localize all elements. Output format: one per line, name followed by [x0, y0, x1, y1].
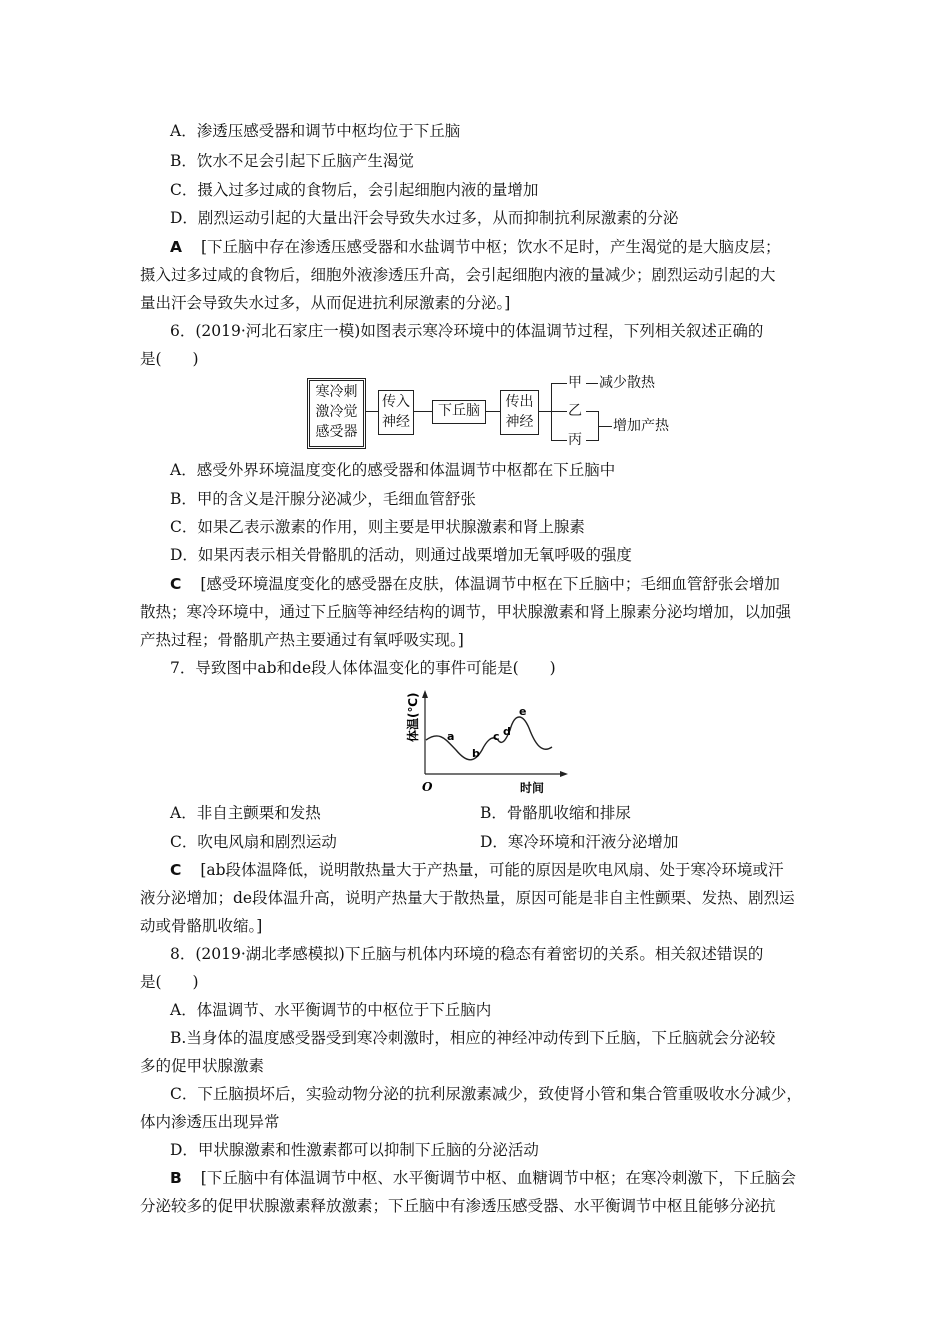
cold-receptor-box-line-1: 寒冷刺: [315, 384, 358, 400]
q5-explanation-line-2: 摄入过多过咸的食物后，细胞外液渗透压升高，会引起细胞内液的量减少；剧烈运动引起的大: [140, 266, 776, 284]
q8-explanation-line-1: [下丘脑中有体温调节中枢、水平衡调节中枢、血糖调节中枢；在寒冷刺激下，下丘脑会: [200, 1169, 796, 1187]
point-a-label: a: [447, 730, 455, 743]
bing-label: 丙: [568, 432, 582, 448]
q6-stem-line-2: 是( ): [140, 350, 199, 368]
increase-heat-production-label: 增加产热: [613, 418, 669, 434]
q5-option-a: A．渗透压感受器和调节中枢均位于下丘脑: [170, 122, 461, 140]
q6-explanation-line-1: [感受环境温度变化的感受器在皮肤，体温调节中枢在下丘脑中；毛细血管舒张会增加: [200, 575, 780, 593]
q6-option-b: B．甲的含义是汗腺分泌减少，毛细血管舒张: [170, 490, 476, 508]
connector-line: [538, 411, 551, 412]
branch-line: [586, 383, 598, 384]
hypothalamus-box-label: 下丘脑: [438, 403, 480, 419]
q8-option-d: D．甲状腺激素和性激素都可以抑制下丘脑的分泌活动: [170, 1141, 539, 1159]
q6-explanation-line-2: 散热；寒冷环境中，通过下丘脑等神经结构的调节，甲状腺激素和肾上腺素分泌均增加，以加强: [140, 603, 792, 621]
q6-answer-letter: C: [170, 575, 182, 593]
q8-answer: [170, 1168, 796, 1188]
q5-option-d: D．剧烈运动引起的大量出汗会导致失水过多，从而抑制抗利尿激素的分泌: [170, 209, 679, 227]
jia-label: 甲: [568, 375, 582, 391]
q8-stem-line-2: 是( ): [140, 973, 199, 991]
q5-answer: [170, 237, 781, 257]
q7-explanation-line-3: 动或骨骼肌收缩。]: [140, 917, 263, 935]
branch-line: [551, 383, 567, 384]
connector-line: [485, 411, 500, 412]
hypothalamus-box: [432, 400, 486, 424]
reduce-heat-loss-label: 减少散热: [599, 375, 655, 391]
point-e-label: e: [519, 705, 527, 718]
cold-receptor-box-line-2: 激冷觉: [315, 404, 358, 420]
q5-option-b: B．饮水不足会引起下丘脑产生渴觉: [170, 152, 414, 170]
origin-label: O: [422, 780, 433, 794]
q7-answer: [170, 860, 784, 880]
q7-answer-letter: C: [170, 861, 182, 879]
q8-option-b-line-2: 多的促甲状腺激素: [140, 1057, 265, 1075]
y-axis-label: 体温(℃): [406, 692, 420, 742]
yi-label: 乙: [568, 403, 582, 419]
q8-stem-line-1: 8．(2019·湖北孝感模拟)下丘脑与机体内环境的稳态有着密切的关系。相关叙述错误的: [170, 945, 764, 963]
connector-line: [413, 411, 432, 412]
branch-line: [551, 440, 567, 441]
q7-option-c: C．吹电风扇和剧烈运动: [170, 833, 337, 851]
point-b-label: b: [472, 747, 480, 760]
connector-line: [366, 411, 378, 412]
point-c-label: c: [493, 730, 500, 743]
q8-option-b-line-1: B.当身体的温度感受器受到寒冷刺激时，相应的神经冲动传到下丘脑，下丘脑就会分泌较: [170, 1029, 776, 1047]
q6-option-a: A．感受外界环境温度变化的感受器和体温调节中枢都在下丘脑中: [170, 461, 616, 479]
x-axis-arrow: [560, 771, 568, 777]
q5-option-c: C．摄入过多过咸的食物后，会引起细胞内液的量增加: [170, 181, 539, 199]
temperature-curve: [426, 717, 552, 760]
q6-option-c: C．如果乙表示激素的作用，则主要是甲状腺激素和肾上腺素: [170, 518, 585, 536]
q6-answer: [170, 574, 780, 594]
q7-option-b: B．骨骼肌收缩和排尿: [480, 804, 631, 822]
q5-answer-letter: A: [170, 238, 182, 256]
q7-temperature-graph: [402, 690, 572, 800]
afferent-nerve-box-line-2: 神经: [382, 414, 410, 430]
branch-line: [586, 440, 598, 441]
q8-option-a: A．体温调节、水平衡调节的中枢位于下丘脑内: [170, 1001, 492, 1019]
q7-explanation-line-1: [ab段体温降低，说明散热量大于产热量，可能的原因是吹电风扇、处于寒冷环境或汗: [200, 861, 784, 879]
q8-explanation-line-2: 分泌较多的促甲状腺激素释放激素；下丘脑中有渗透压感受器、水平衡调节中枢且能够分泌抗: [140, 1197, 776, 1215]
q7-option-a: A．非自主颤栗和发热: [170, 804, 321, 822]
q5-explanation-line-1: [下丘脑中存在渗透压感受器和水盐调节中枢；饮水不足时，产生渴觉的是大脑皮层；: [200, 238, 781, 256]
afferent-nerve-box-line-1: 传入: [382, 394, 410, 410]
cold-receptor-box: [307, 378, 366, 449]
branch-line: [598, 426, 612, 427]
q7-option-d: D．寒冷环境和汗液分泌增加: [480, 833, 679, 851]
afferent-nerve-box: [378, 390, 414, 435]
q8-option-c-line-2: 体内渗透压出现异常: [140, 1113, 280, 1131]
branch-line: [551, 411, 567, 412]
efferent-nerve-box-line-2: 神经: [505, 414, 534, 430]
q7-explanation-line-2: 液分泌增加；de段体温升高，说明产热量大于散热量，原因可能是非自主性颤栗、发热、剧烈运: [140, 889, 795, 907]
efferent-nerve-box: [500, 390, 539, 435]
q6-option-d: D．如果丙表示相关骨骼肌的活动，则通过战栗增加无氧呼吸的强度: [170, 546, 632, 564]
branch-line: [586, 411, 598, 412]
efferent-nerve-box-line-1: 传出: [505, 394, 534, 410]
cold-receptor-box-line-3: 感受器: [315, 424, 358, 440]
q8-option-c-line-1: C．下丘脑损坏后，实验动物分泌的抗利尿激素减少，致使肾小管和集合管重吸收水分减少，: [170, 1085, 802, 1103]
y-axis-arrow: [422, 690, 428, 698]
q5-explanation-line-3: 量出汗会导致失水过多，从而促进抗利尿激素的分泌。]: [140, 294, 511, 312]
q7-stem: 7．导致图中ab和de段人体体温变化的事件可能是( ): [170, 659, 556, 677]
x-axis-label: 时间: [520, 781, 545, 795]
q6-stem-line-1: 6．(2019·河北石家庄一模)如图表示寒冷环境中的体温调节过程，下列相关叙述正确的: [170, 322, 764, 340]
point-d-label: d: [503, 725, 511, 738]
q8-answer-letter: B: [170, 1169, 182, 1187]
q6-explanation-line-3: 产热过程；骨骼肌产热主要通过有氧呼吸实现。]: [140, 631, 464, 649]
